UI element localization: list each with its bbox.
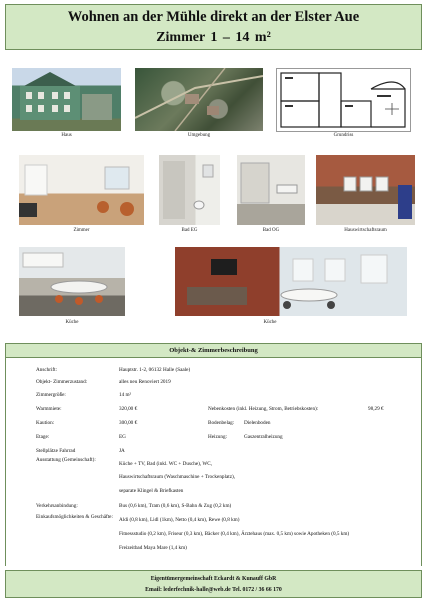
- value-verkehr: Bus (0,6 km), Tram (0,6 km), S-Bahn & Zug (0,2 km): [119, 503, 232, 509]
- footer: [5, 570, 422, 598]
- label-zimmergroesse: Zimmergröße:: [36, 392, 66, 398]
- owner-name: Eigentümergemeinschaft Eckardt & Kunauff GbR: [150, 576, 277, 582]
- label-stellplaetze: Stellplätze Fahrrad: [36, 448, 76, 454]
- label-warmmiete: Warmmiete:: [36, 406, 62, 412]
- label-heizung: Heizung:: [208, 434, 228, 440]
- label-kaution: Kaution:: [36, 420, 55, 426]
- floorplan-illustration: [277, 69, 410, 131]
- photo-bath-eg: [159, 155, 220, 225]
- kitchen-2-illustration: [175, 247, 407, 316]
- laundry-illustration: [316, 155, 415, 225]
- details-panel: [5, 358, 422, 566]
- value-zimmergroesse: 14 m²: [119, 392, 132, 398]
- bath-og-illustration: [237, 155, 305, 225]
- caption-kueche-2: Küche: [263, 320, 277, 325]
- label-zustand: Objekt- Zimmerzustand:: [36, 379, 88, 385]
- label-nebenkosten: Nebenkosten (inkl. Heizung, Strom, Betriebskosten):: [208, 406, 319, 412]
- value-etage: EG: [119, 434, 126, 440]
- caption-grundriss: Grundriss: [333, 133, 354, 138]
- value-einkauf-2: Fitnessstudio (0,2 km), Friseur (0,3 km), Bäcker (0,4 km), Ärztehaus (max. 0,5 km) sowie Apotheken (0,5 km): [119, 531, 350, 537]
- photo-laundry: [316, 155, 415, 225]
- room-illustration: [19, 155, 144, 225]
- value-heizung: Gaszentralheizung: [244, 434, 283, 440]
- page-title: Wohnen an der Mühle direkt an der Elster Aue: [67, 9, 360, 25]
- value-einkauf-3: Freizeitbad Maya Mare (1,4 km): [119, 545, 187, 551]
- room-size-heading: Zimmer 1 – 14 m²: [156, 30, 271, 45]
- contact-line: Email: lederfechnik-halle@web.de Tel. 0172 / 36 66 170: [145, 587, 282, 593]
- aerial-illustration: [135, 68, 263, 131]
- label-verkehr: Verkehrsanbindung:: [36, 503, 78, 509]
- value-ausstattung-3: separate Klingel & Briefkasten: [119, 488, 184, 494]
- value-stellplaetze: JA: [119, 448, 125, 454]
- value-anschrift: Hauptstr. 1-2, 06132 Halle (Saale): [119, 367, 191, 373]
- photo-bath-og: [237, 155, 305, 225]
- caption-umgebung: Umgebung: [187, 133, 211, 138]
- bath-eg-illustration: [159, 155, 220, 225]
- value-ausstattung-1: Küche + TV, Bad (inkl. WC + Dusche), WC,: [119, 461, 213, 467]
- caption-bad-og: Bad OG: [262, 228, 280, 233]
- page-header: [5, 4, 422, 50]
- value-zustand: alles neu Renoviert 2019: [119, 379, 171, 385]
- caption-hauswirtschaftsraum: Hauswirtschaftsraum: [344, 228, 387, 233]
- photo-floorplan: [276, 68, 411, 132]
- caption-zimmer: Zimmer: [73, 228, 90, 233]
- house-illustration: [12, 68, 121, 131]
- kitchen-1-illustration: [19, 247, 125, 316]
- caption-haus: Haus: [61, 133, 72, 138]
- photo-kitchen-2: [175, 247, 407, 316]
- label-ausstattung: Ausstattung (Gemeinschaft):: [36, 457, 96, 463]
- label-anschrift: Anschrift:: [36, 367, 58, 373]
- photo-house: [12, 68, 121, 131]
- value-kaution: 300,00 €: [119, 420, 138, 426]
- photo-surroundings: [135, 68, 263, 131]
- value-warmmiete: 320,00 €: [119, 406, 138, 412]
- value-ausstattung-2: Hauswirtschaftsraum (Waschmaschine + Trockenplatz),: [119, 474, 236, 480]
- caption-bad-eg: Bad EG: [181, 228, 198, 233]
- value-einkauf-1: Aldi (0,8 km), Lidl (1km), Netto (0,4 km), Rewe (0,8 km): [119, 517, 240, 523]
- section-title: Objekt-& Zimmerbeschreibung: [5, 343, 422, 358]
- photo-room: [19, 155, 144, 225]
- photo-kitchen-1: [19, 247, 125, 316]
- label-etage: Etage:: [36, 434, 50, 440]
- label-einkauf: Einkaufsmöglichkeiten & Geschäfte:: [36, 514, 113, 520]
- value-bodenbelag: Dielenboden: [244, 420, 271, 426]
- caption-kueche-1: Küche: [65, 320, 79, 325]
- value-nebenkosten: 98,29 €: [368, 406, 384, 412]
- label-bodenbelag: Bodenbelag:: [208, 420, 235, 426]
